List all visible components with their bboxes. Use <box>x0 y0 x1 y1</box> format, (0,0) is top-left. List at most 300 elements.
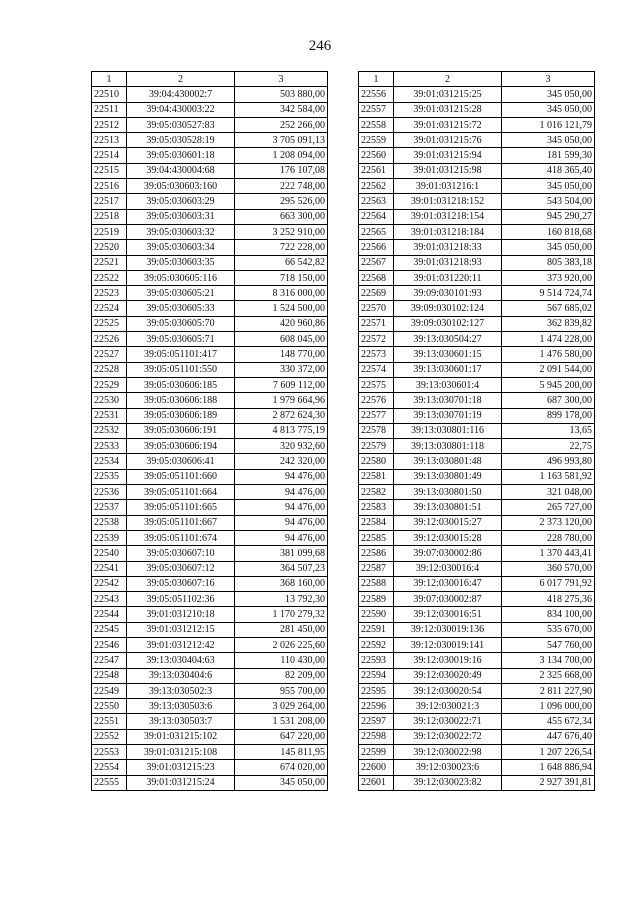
cadastral-number-cell: 39:05:030607:16 <box>127 576 235 591</box>
row-number-cell: 22520 <box>92 240 127 255</box>
row-number-cell: 22533 <box>92 439 127 454</box>
table-row <box>92 454 328 469</box>
row-number-cell: 22555 <box>92 775 127 790</box>
value-cell: 94 476,00 <box>235 469 328 484</box>
row-number-cell: 22511 <box>92 102 127 117</box>
cadastral-number-cell: 39:05:030603:32 <box>127 224 235 239</box>
row-number-cell: 22552 <box>92 729 127 744</box>
table-row <box>359 286 595 301</box>
cadastral-number-cell: 39:01:031218:152 <box>394 194 502 209</box>
cadastral-number-cell: 39:13:030601:4 <box>394 377 502 392</box>
table-row <box>359 454 595 469</box>
row-number-cell: 22526 <box>92 332 127 347</box>
value-cell: 1 474 228,00 <box>502 332 595 347</box>
value-cell: 455 672,34 <box>502 714 595 729</box>
cadastral-number-cell: 39:12:030023:82 <box>394 775 502 790</box>
cadastral-number-cell: 39:05:030606:194 <box>127 439 235 454</box>
table-row <box>92 607 328 622</box>
table-row <box>92 760 328 775</box>
cadastral-number-cell: 39:12:030022:71 <box>394 714 502 729</box>
cadastral-number-cell: 39:05:030603:35 <box>127 255 235 270</box>
table-row <box>359 653 595 668</box>
value-cell: 320 932,60 <box>235 439 328 454</box>
table-row <box>359 699 595 714</box>
table-row <box>359 530 595 545</box>
value-cell: 1 524 500,00 <box>235 301 328 316</box>
row-number-cell: 22537 <box>92 500 127 515</box>
cadastral-number-cell: 39:05:030605:21 <box>127 286 235 301</box>
row-number-cell: 22553 <box>92 745 127 760</box>
row-number-cell: 22546 <box>92 637 127 652</box>
table-row <box>92 102 328 117</box>
row-number-cell: 22559 <box>359 133 394 148</box>
row-number-cell: 22567 <box>359 255 394 270</box>
row-number-cell: 22514 <box>92 148 127 163</box>
cadastral-number-cell: 39:13:030701:19 <box>394 408 502 423</box>
table-row <box>92 745 328 760</box>
table-header-row <box>359 72 595 87</box>
row-number-cell: 22554 <box>92 760 127 775</box>
column-header: 1 <box>359 72 394 87</box>
row-number-cell: 22597 <box>359 714 394 729</box>
row-number-cell: 22544 <box>92 607 127 622</box>
registry-table-left <box>91 71 328 791</box>
cadastral-number-cell: 39:12:030019:16 <box>394 653 502 668</box>
value-cell: 543 504,00 <box>502 194 595 209</box>
row-number-cell: 22578 <box>359 423 394 438</box>
row-number-cell: 22576 <box>359 393 394 408</box>
cadastral-number-cell: 39:12:030016:47 <box>394 576 502 591</box>
table-row <box>359 439 595 454</box>
value-cell: 321 048,00 <box>502 485 595 500</box>
table-row <box>92 87 328 102</box>
value-cell: 722 228,00 <box>235 240 328 255</box>
row-number-cell: 22563 <box>359 194 394 209</box>
table-row <box>92 546 328 561</box>
row-number-cell: 22572 <box>359 332 394 347</box>
table-row <box>359 760 595 775</box>
cadastral-number-cell: 39:04:430003:22 <box>127 102 235 117</box>
cadastral-number-cell: 39:05:051101:667 <box>127 515 235 530</box>
cadastral-number-cell: 39:13:030503:6 <box>127 699 235 714</box>
cadastral-number-cell: 39:12:030015:27 <box>394 515 502 530</box>
cadastral-number-cell: 39:13:030404:63 <box>127 653 235 668</box>
value-cell: 547 760,00 <box>502 637 595 652</box>
table-row <box>359 622 595 637</box>
row-number-cell: 22532 <box>92 423 127 438</box>
value-cell: 265 727,00 <box>502 500 595 515</box>
cadastral-number-cell: 39:05:030606:185 <box>127 377 235 392</box>
value-cell: 222 748,00 <box>235 179 328 194</box>
cadastral-number-cell: 39:13:030601:17 <box>394 362 502 377</box>
table-row <box>359 117 595 132</box>
row-number-cell: 22568 <box>359 270 394 285</box>
table-row <box>92 622 328 637</box>
table-row <box>359 668 595 683</box>
table-row <box>359 485 595 500</box>
cadastral-number-cell: 39:01:031218:154 <box>394 209 502 224</box>
column-header: 3 <box>502 72 595 87</box>
value-cell: 13 792,30 <box>235 592 328 607</box>
cadastral-number-cell: 39:05:030607:10 <box>127 546 235 561</box>
row-number-cell: 22575 <box>359 377 394 392</box>
table-row <box>92 515 328 530</box>
value-cell: 3 134 700,00 <box>502 653 595 668</box>
table-row <box>92 194 328 209</box>
cadastral-number-cell: 39:04:430002:7 <box>127 87 235 102</box>
cadastral-number-cell: 39:01:031215:28 <box>394 102 502 117</box>
cadastral-number-cell: 39:05:030607:12 <box>127 561 235 576</box>
value-cell: 22,75 <box>502 439 595 454</box>
table-row <box>359 745 595 760</box>
cadastral-number-cell: 39:12:030023:6 <box>394 760 502 775</box>
value-cell: 281 450,00 <box>235 622 328 637</box>
value-cell: 1 370 443,41 <box>502 546 595 561</box>
row-number-cell: 22513 <box>92 133 127 148</box>
value-cell: 110 430,00 <box>235 653 328 668</box>
cadastral-number-cell: 39:01:031218:33 <box>394 240 502 255</box>
row-number-cell: 22601 <box>359 775 394 790</box>
table-row <box>92 683 328 698</box>
value-cell: 181 599,30 <box>502 148 595 163</box>
table-row <box>92 301 328 316</box>
cadastral-number-cell: 39:13:030801:50 <box>394 485 502 500</box>
value-cell: 2 325 668,00 <box>502 668 595 683</box>
cadastral-number-cell: 39:05:051101:665 <box>127 500 235 515</box>
value-cell: 364 507,23 <box>235 561 328 576</box>
value-cell: 1 208 094,00 <box>235 148 328 163</box>
row-number-cell: 22539 <box>92 530 127 545</box>
row-number-cell: 22573 <box>359 347 394 362</box>
value-cell: 94 476,00 <box>235 515 328 530</box>
cadastral-number-cell: 39:05:030601:18 <box>127 148 235 163</box>
value-cell: 4 813 775,19 <box>235 423 328 438</box>
row-number-cell: 22531 <box>92 408 127 423</box>
value-cell: 1 476 580,00 <box>502 347 595 362</box>
table-row <box>92 485 328 500</box>
cadastral-number-cell: 39:13:030404:6 <box>127 668 235 683</box>
column-header: 3 <box>235 72 328 87</box>
cadastral-number-cell: 39:13:030801:48 <box>394 454 502 469</box>
row-number-cell: 22588 <box>359 576 394 591</box>
cadastral-number-cell: 39:04:430004:68 <box>127 163 235 178</box>
value-cell: 345 050,00 <box>502 102 595 117</box>
cadastral-number-cell: 39:01:031215:98 <box>394 163 502 178</box>
table-row <box>359 163 595 178</box>
value-cell: 145 811,95 <box>235 745 328 760</box>
value-cell: 1 096 000,00 <box>502 699 595 714</box>
value-cell: 945 290,27 <box>502 209 595 224</box>
cadastral-number-cell: 39:12:030019:136 <box>394 622 502 637</box>
table-row <box>92 530 328 545</box>
value-cell: 66 542,82 <box>235 255 328 270</box>
table-row <box>359 87 595 102</box>
value-cell: 420 960,86 <box>235 316 328 331</box>
table-row <box>92 408 328 423</box>
table-row <box>359 469 595 484</box>
cadastral-number-cell: 39:12:030016:51 <box>394 607 502 622</box>
table-row <box>92 699 328 714</box>
row-number-cell: 22586 <box>359 546 394 561</box>
cadastral-number-cell: 39:01:031215:72 <box>394 117 502 132</box>
value-cell: 381 099,68 <box>235 546 328 561</box>
table-row <box>92 270 328 285</box>
row-number-cell: 22527 <box>92 347 127 362</box>
table-row <box>359 332 595 347</box>
value-cell: 9 514 724,74 <box>502 286 595 301</box>
value-cell: 345 050,00 <box>502 179 595 194</box>
value-cell: 242 320,00 <box>235 454 328 469</box>
cadastral-number-cell: 39:01:031218:93 <box>394 255 502 270</box>
row-number-cell: 22525 <box>92 316 127 331</box>
cadastral-number-cell: 39:07:030002:87 <box>394 592 502 607</box>
row-number-cell: 22577 <box>359 408 394 423</box>
row-number-cell: 22521 <box>92 255 127 270</box>
value-cell: 496 993,80 <box>502 454 595 469</box>
row-number-cell: 22519 <box>92 224 127 239</box>
cadastral-number-cell: 39:09:030102:124 <box>394 301 502 316</box>
table-row <box>92 668 328 683</box>
cadastral-number-cell: 39:05:030606:41 <box>127 454 235 469</box>
row-number-cell: 22590 <box>359 607 394 622</box>
table-row <box>92 653 328 668</box>
row-number-cell: 22560 <box>359 148 394 163</box>
row-number-cell: 22598 <box>359 729 394 744</box>
row-number-cell: 22518 <box>92 209 127 224</box>
table-row <box>92 362 328 377</box>
row-number-cell: 22584 <box>359 515 394 530</box>
cadastral-number-cell: 39:05:051101:417 <box>127 347 235 362</box>
cadastral-number-cell: 39:01:031215:23 <box>127 760 235 775</box>
value-cell: 373 920,00 <box>502 270 595 285</box>
row-number-cell: 22541 <box>92 561 127 576</box>
value-cell: 345 050,00 <box>502 240 595 255</box>
table-row <box>359 714 595 729</box>
value-cell: 2 373 120,00 <box>502 515 595 530</box>
row-number-cell: 22538 <box>92 515 127 530</box>
row-number-cell: 22569 <box>359 286 394 301</box>
cadastral-number-cell: 39:13:030801:49 <box>394 469 502 484</box>
table-row <box>359 102 595 117</box>
value-cell: 228 780,00 <box>502 530 595 545</box>
row-number-cell: 22593 <box>359 653 394 668</box>
value-cell: 663 300,00 <box>235 209 328 224</box>
cadastral-number-cell: 39:01:031215:25 <box>394 87 502 102</box>
row-number-cell: 22591 <box>359 622 394 637</box>
row-number-cell: 22543 <box>92 592 127 607</box>
row-number-cell: 22548 <box>92 668 127 683</box>
table-row <box>92 133 328 148</box>
value-cell: 805 383,18 <box>502 255 595 270</box>
cadastral-number-cell: 39:05:030606:191 <box>127 423 235 438</box>
row-number-cell: 22594 <box>359 668 394 683</box>
row-number-cell: 22558 <box>359 117 394 132</box>
row-number-cell: 22580 <box>359 454 394 469</box>
table-row <box>92 347 328 362</box>
value-cell: 94 476,00 <box>235 485 328 500</box>
table-row <box>359 224 595 239</box>
table-row <box>92 332 328 347</box>
row-number-cell: 22579 <box>359 439 394 454</box>
row-number-cell: 22540 <box>92 546 127 561</box>
cadastral-number-cell: 39:01:031220:11 <box>394 270 502 285</box>
value-cell: 418 365,40 <box>502 163 595 178</box>
row-number-cell: 22545 <box>92 622 127 637</box>
table-row <box>92 224 328 239</box>
cadastral-number-cell: 39:13:030504:27 <box>394 332 502 347</box>
table-row <box>359 270 595 285</box>
cadastral-number-cell: 39:13:030503:7 <box>127 714 235 729</box>
value-cell: 362 839,82 <box>502 316 595 331</box>
cadastral-number-cell: 39:12:030021:3 <box>394 699 502 714</box>
value-cell: 1 648 886,94 <box>502 760 595 775</box>
cadastral-number-cell: 39:05:030603:34 <box>127 240 235 255</box>
table-row <box>359 775 595 790</box>
value-cell: 608 045,00 <box>235 332 328 347</box>
table-row <box>92 714 328 729</box>
row-number-cell: 22528 <box>92 362 127 377</box>
cadastral-number-cell: 39:09:030101:93 <box>394 286 502 301</box>
value-cell: 1 016 121,79 <box>502 117 595 132</box>
cadastral-number-cell: 39:13:030801:118 <box>394 439 502 454</box>
value-cell: 3 705 091,13 <box>235 133 328 148</box>
value-cell: 2 026 225,60 <box>235 637 328 652</box>
row-number-cell: 22516 <box>92 179 127 194</box>
cadastral-number-cell: 39:12:030020:54 <box>394 683 502 698</box>
table-row <box>359 423 595 438</box>
row-number-cell: 22530 <box>92 393 127 408</box>
row-number-cell: 22561 <box>359 163 394 178</box>
row-number-cell: 22550 <box>92 699 127 714</box>
row-number-cell: 22574 <box>359 362 394 377</box>
table-row <box>92 592 328 607</box>
row-number-cell: 22583 <box>359 500 394 515</box>
row-number-cell: 22517 <box>92 194 127 209</box>
cadastral-number-cell: 39:05:051102:36 <box>127 592 235 607</box>
row-number-cell: 22547 <box>92 653 127 668</box>
value-cell: 1 170 279,32 <box>235 607 328 622</box>
cadastral-number-cell: 39:13:030601:15 <box>394 347 502 362</box>
cadastral-number-cell: 39:01:031216:1 <box>394 179 502 194</box>
value-cell: 13,65 <box>502 423 595 438</box>
table-row <box>359 377 595 392</box>
table-row <box>92 393 328 408</box>
column-header: 1 <box>92 72 127 87</box>
table-row <box>359 637 595 652</box>
value-cell: 447 676,40 <box>502 729 595 744</box>
value-cell: 2 811 227,90 <box>502 683 595 698</box>
table-row <box>359 561 595 576</box>
value-cell: 418 275,36 <box>502 592 595 607</box>
cadastral-number-cell: 39:13:030801:116 <box>394 423 502 438</box>
cadastral-number-cell: 39:12:030020:49 <box>394 668 502 683</box>
value-cell: 1 163 581,92 <box>502 469 595 484</box>
table-row <box>359 592 595 607</box>
row-number-cell: 22529 <box>92 377 127 392</box>
value-cell: 252 266,00 <box>235 117 328 132</box>
cadastral-number-cell: 39:12:030019:141 <box>394 637 502 652</box>
value-cell: 345 050,00 <box>502 87 595 102</box>
cadastral-number-cell: 39:07:030002:86 <box>394 546 502 561</box>
table-row <box>359 347 595 362</box>
row-number-cell: 22542 <box>92 576 127 591</box>
row-number-cell: 22557 <box>359 102 394 117</box>
row-number-cell: 22534 <box>92 454 127 469</box>
value-cell: 535 670,00 <box>502 622 595 637</box>
value-cell: 3 252 910,00 <box>235 224 328 239</box>
value-cell: 345 050,00 <box>235 775 328 790</box>
value-cell: 5 945 200,00 <box>502 377 595 392</box>
cadastral-number-cell: 39:05:030605:33 <box>127 301 235 316</box>
cadastral-number-cell: 39:01:031215:24 <box>127 775 235 790</box>
table-row <box>92 377 328 392</box>
cadastral-number-cell: 39:05:051101:664 <box>127 485 235 500</box>
value-cell: 7 609 112,00 <box>235 377 328 392</box>
value-cell: 567 685,02 <box>502 301 595 316</box>
value-cell: 82 209,00 <box>235 668 328 683</box>
table-header-row <box>92 72 328 87</box>
row-number-cell: 22600 <box>359 760 394 775</box>
table-row <box>92 469 328 484</box>
cadastral-number-cell: 39:05:030606:189 <box>127 408 235 423</box>
table-row <box>92 179 328 194</box>
value-cell: 295 526,00 <box>235 194 328 209</box>
value-cell: 2 872 624,30 <box>235 408 328 423</box>
table-row <box>92 163 328 178</box>
row-number-cell: 22556 <box>359 87 394 102</box>
cadastral-number-cell: 39:12:030022:98 <box>394 745 502 760</box>
row-number-cell: 22587 <box>359 561 394 576</box>
table-row <box>92 439 328 454</box>
cadastral-number-cell: 39:05:030606:188 <box>127 393 235 408</box>
table-row <box>92 637 328 652</box>
table-row <box>92 775 328 790</box>
column-header: 2 <box>127 72 235 87</box>
registry-table-right <box>358 71 595 791</box>
cadastral-number-cell: 39:12:030022:72 <box>394 729 502 744</box>
table-row <box>92 286 328 301</box>
table-row <box>92 561 328 576</box>
cadastral-number-cell: 39:01:031215:94 <box>394 148 502 163</box>
row-number-cell: 22510 <box>92 87 127 102</box>
value-cell: 1 979 664,96 <box>235 393 328 408</box>
cadastral-number-cell: 39:05:030605:116 <box>127 270 235 285</box>
table-row <box>359 362 595 377</box>
table-row <box>92 209 328 224</box>
value-cell: 687 300,00 <box>502 393 595 408</box>
value-cell: 345 050,00 <box>502 133 595 148</box>
table-row <box>359 240 595 255</box>
row-number-cell: 22524 <box>92 301 127 316</box>
cadastral-number-cell: 39:13:030801:51 <box>394 500 502 515</box>
cadastral-number-cell: 39:01:031215:102 <box>127 729 235 744</box>
table-row <box>92 576 328 591</box>
table-row <box>359 576 595 591</box>
page-number: 246 <box>308 38 332 54</box>
cadastral-number-cell: 39:01:031212:15 <box>127 622 235 637</box>
value-cell: 368 160,00 <box>235 576 328 591</box>
value-cell: 899 178,00 <box>502 408 595 423</box>
row-number-cell: 22551 <box>92 714 127 729</box>
row-number-cell: 22585 <box>359 530 394 545</box>
table-row <box>92 729 328 744</box>
value-cell: 2 091 544,00 <box>502 362 595 377</box>
row-number-cell: 22595 <box>359 683 394 698</box>
table-row <box>359 194 595 209</box>
value-cell: 1 207 226,54 <box>502 745 595 760</box>
row-number-cell: 22523 <box>92 286 127 301</box>
row-number-cell: 22549 <box>92 683 127 698</box>
